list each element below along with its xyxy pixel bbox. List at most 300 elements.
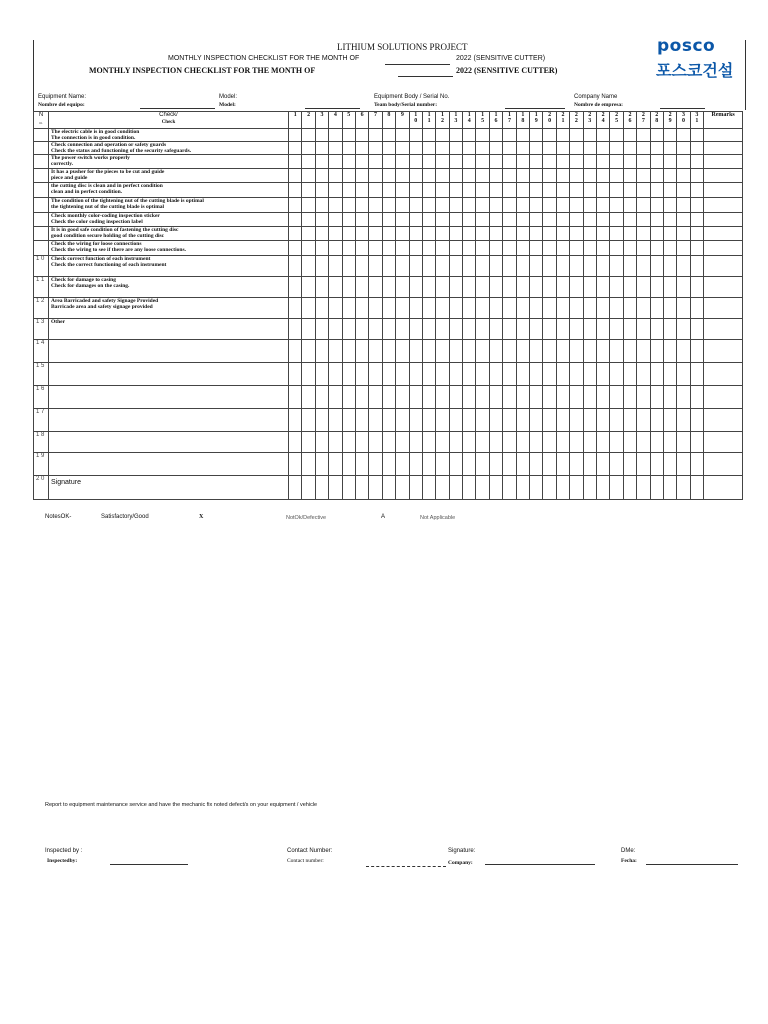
day-checkbox-cell[interactable] xyxy=(637,298,650,319)
day-checkbox-cell[interactable] xyxy=(329,298,342,319)
day-checkbox-cell[interactable] xyxy=(677,409,690,432)
day-checkbox-cell[interactable] xyxy=(302,241,315,256)
day-checkbox-cell[interactable] xyxy=(302,409,315,432)
day-checkbox-cell[interactable] xyxy=(449,183,462,198)
day-checkbox-cell[interactable] xyxy=(596,169,609,183)
day-checkbox-cell[interactable] xyxy=(516,409,529,432)
day-checkbox-cell[interactable] xyxy=(436,432,449,453)
day-checkbox-cell[interactable] xyxy=(329,476,342,500)
day-checkbox-cell[interactable] xyxy=(355,198,368,213)
day-checkbox-cell[interactable] xyxy=(503,129,516,142)
day-checkbox-cell[interactable] xyxy=(610,476,623,500)
day-checkbox-cell[interactable] xyxy=(396,409,409,432)
day-checkbox-cell[interactable] xyxy=(637,129,650,142)
remarks-cell[interactable] xyxy=(704,476,743,500)
day-checkbox-cell[interactable] xyxy=(396,155,409,169)
day-checkbox-cell[interactable] xyxy=(663,363,676,386)
day-checkbox-cell[interactable] xyxy=(650,453,663,476)
day-checkbox-cell[interactable] xyxy=(369,409,382,432)
remarks-cell[interactable] xyxy=(704,432,743,453)
day-checkbox-cell[interactable] xyxy=(355,241,368,256)
day-checkbox-cell[interactable] xyxy=(503,340,516,363)
day-checkbox-cell[interactable] xyxy=(449,386,462,409)
day-checkbox-cell[interactable] xyxy=(369,198,382,213)
day-checkbox-cell[interactable] xyxy=(583,363,596,386)
day-checkbox-cell[interactable] xyxy=(396,319,409,340)
day-checkbox-cell[interactable] xyxy=(677,169,690,183)
day-checkbox-cell[interactable] xyxy=(610,198,623,213)
day-checkbox-cell[interactable] xyxy=(556,169,569,183)
day-checkbox-cell[interactable] xyxy=(516,241,529,256)
day-checkbox-cell[interactable] xyxy=(690,213,703,227)
day-checkbox-cell[interactable] xyxy=(583,213,596,227)
day-checkbox-cell[interactable] xyxy=(382,453,395,476)
remarks-cell[interactable] xyxy=(704,319,743,340)
day-checkbox-cell[interactable] xyxy=(489,319,502,340)
day-checkbox-cell[interactable] xyxy=(489,183,502,198)
day-checkbox-cell[interactable] xyxy=(677,298,690,319)
day-checkbox-cell[interactable] xyxy=(556,409,569,432)
day-checkbox-cell[interactable] xyxy=(342,363,355,386)
day-checkbox-cell[interactable] xyxy=(543,409,556,432)
day-checkbox-cell[interactable] xyxy=(302,142,315,155)
day-checkbox-cell[interactable] xyxy=(355,129,368,142)
day-checkbox-cell[interactable] xyxy=(329,319,342,340)
day-checkbox-cell[interactable] xyxy=(463,363,476,386)
day-checkbox-cell[interactable] xyxy=(355,409,368,432)
day-checkbox-cell[interactable] xyxy=(329,142,342,155)
day-checkbox-cell[interactable] xyxy=(596,155,609,169)
day-checkbox-cell[interactable] xyxy=(342,155,355,169)
day-checkbox-cell[interactable] xyxy=(570,319,583,340)
day-checkbox-cell[interactable] xyxy=(489,241,502,256)
day-checkbox-cell[interactable] xyxy=(583,386,596,409)
day-checkbox-cell[interactable] xyxy=(610,183,623,198)
day-checkbox-cell[interactable] xyxy=(677,155,690,169)
day-checkbox-cell[interactable] xyxy=(289,227,302,241)
day-checkbox-cell[interactable] xyxy=(302,169,315,183)
day-checkbox-cell[interactable] xyxy=(382,256,395,277)
day-checkbox-cell[interactable] xyxy=(677,129,690,142)
day-checkbox-cell[interactable] xyxy=(422,453,435,476)
day-checkbox-cell[interactable] xyxy=(543,198,556,213)
day-checkbox-cell[interactable] xyxy=(637,198,650,213)
day-checkbox-cell[interactable] xyxy=(663,340,676,363)
day-checkbox-cell[interactable] xyxy=(289,213,302,227)
day-checkbox-cell[interactable] xyxy=(422,227,435,241)
day-checkbox-cell[interactable] xyxy=(650,142,663,155)
day-checkbox-cell[interactable] xyxy=(596,213,609,227)
day-checkbox-cell[interactable] xyxy=(489,142,502,155)
day-checkbox-cell[interactable] xyxy=(623,129,636,142)
day-checkbox-cell[interactable] xyxy=(289,169,302,183)
day-checkbox-cell[interactable] xyxy=(583,198,596,213)
day-checkbox-cell[interactable] xyxy=(570,241,583,256)
day-checkbox-cell[interactable] xyxy=(382,183,395,198)
day-checkbox-cell[interactable] xyxy=(583,169,596,183)
day-checkbox-cell[interactable] xyxy=(596,256,609,277)
day-checkbox-cell[interactable] xyxy=(530,476,543,500)
remarks-cell[interactable] xyxy=(704,409,743,432)
day-checkbox-cell[interactable] xyxy=(436,183,449,198)
day-checkbox-cell[interactable] xyxy=(382,129,395,142)
day-checkbox-cell[interactable] xyxy=(556,183,569,198)
day-checkbox-cell[interactable] xyxy=(556,277,569,298)
day-checkbox-cell[interactable] xyxy=(369,227,382,241)
day-checkbox-cell[interactable] xyxy=(690,227,703,241)
day-checkbox-cell[interactable] xyxy=(570,256,583,277)
day-checkbox-cell[interactable] xyxy=(476,183,489,198)
day-checkbox-cell[interactable] xyxy=(315,169,328,183)
day-checkbox-cell[interactable] xyxy=(637,241,650,256)
day-checkbox-cell[interactable] xyxy=(570,386,583,409)
day-checkbox-cell[interactable] xyxy=(342,277,355,298)
day-checkbox-cell[interactable] xyxy=(342,256,355,277)
day-checkbox-cell[interactable] xyxy=(342,386,355,409)
day-checkbox-cell[interactable] xyxy=(476,319,489,340)
day-checkbox-cell[interactable] xyxy=(289,453,302,476)
day-checkbox-cell[interactable] xyxy=(382,169,395,183)
day-checkbox-cell[interactable] xyxy=(570,183,583,198)
day-checkbox-cell[interactable] xyxy=(516,363,529,386)
day-checkbox-cell[interactable] xyxy=(530,340,543,363)
day-checkbox-cell[interactable] xyxy=(583,256,596,277)
day-checkbox-cell[interactable] xyxy=(436,363,449,386)
day-checkbox-cell[interactable] xyxy=(329,453,342,476)
day-checkbox-cell[interactable] xyxy=(556,476,569,500)
day-checkbox-cell[interactable] xyxy=(369,155,382,169)
day-checkbox-cell[interactable] xyxy=(650,241,663,256)
day-checkbox-cell[interactable] xyxy=(503,298,516,319)
day-checkbox-cell[interactable] xyxy=(637,256,650,277)
day-checkbox-cell[interactable] xyxy=(530,155,543,169)
day-checkbox-cell[interactable] xyxy=(516,319,529,340)
day-checkbox-cell[interactable] xyxy=(476,386,489,409)
day-checkbox-cell[interactable] xyxy=(570,453,583,476)
remarks-cell[interactable] xyxy=(704,363,743,386)
day-checkbox-cell[interactable] xyxy=(623,432,636,453)
day-checkbox-cell[interactable] xyxy=(530,142,543,155)
day-checkbox-cell[interactable] xyxy=(543,213,556,227)
day-checkbox-cell[interactable] xyxy=(449,432,462,453)
day-checkbox-cell[interactable] xyxy=(583,298,596,319)
day-checkbox-cell[interactable] xyxy=(302,198,315,213)
day-checkbox-cell[interactable] xyxy=(342,227,355,241)
day-checkbox-cell[interactable] xyxy=(449,340,462,363)
day-checkbox-cell[interactable] xyxy=(650,277,663,298)
day-checkbox-cell[interactable] xyxy=(436,213,449,227)
day-checkbox-cell[interactable] xyxy=(543,363,556,386)
day-checkbox-cell[interactable] xyxy=(690,409,703,432)
day-checkbox-cell[interactable] xyxy=(422,169,435,183)
day-checkbox-cell[interactable] xyxy=(530,227,543,241)
day-checkbox-cell[interactable] xyxy=(583,409,596,432)
day-checkbox-cell[interactable] xyxy=(476,142,489,155)
day-checkbox-cell[interactable] xyxy=(463,453,476,476)
day-checkbox-cell[interactable] xyxy=(650,227,663,241)
day-checkbox-cell[interactable] xyxy=(556,241,569,256)
day-checkbox-cell[interactable] xyxy=(422,476,435,500)
day-checkbox-cell[interactable] xyxy=(596,409,609,432)
day-checkbox-cell[interactable] xyxy=(570,277,583,298)
day-checkbox-cell[interactable] xyxy=(677,432,690,453)
day-checkbox-cell[interactable] xyxy=(396,227,409,241)
day-checkbox-cell[interactable] xyxy=(342,129,355,142)
day-checkbox-cell[interactable] xyxy=(449,241,462,256)
day-checkbox-cell[interactable] xyxy=(556,453,569,476)
day-checkbox-cell[interactable] xyxy=(436,227,449,241)
day-checkbox-cell[interactable] xyxy=(489,476,502,500)
day-checkbox-cell[interactable] xyxy=(476,363,489,386)
day-checkbox-cell[interactable] xyxy=(476,198,489,213)
day-checkbox-cell[interactable] xyxy=(315,409,328,432)
day-checkbox-cell[interactable] xyxy=(476,155,489,169)
day-checkbox-cell[interactable] xyxy=(422,198,435,213)
day-checkbox-cell[interactable] xyxy=(623,363,636,386)
day-checkbox-cell[interactable] xyxy=(449,476,462,500)
day-checkbox-cell[interactable] xyxy=(396,183,409,198)
remarks-cell[interactable] xyxy=(704,142,743,155)
day-checkbox-cell[interactable] xyxy=(342,298,355,319)
day-checkbox-cell[interactable] xyxy=(530,256,543,277)
day-checkbox-cell[interactable] xyxy=(663,241,676,256)
day-checkbox-cell[interactable] xyxy=(476,453,489,476)
day-checkbox-cell[interactable] xyxy=(690,155,703,169)
day-checkbox-cell[interactable] xyxy=(623,213,636,227)
day-checkbox-cell[interactable] xyxy=(315,340,328,363)
day-checkbox-cell[interactable] xyxy=(436,241,449,256)
day-checkbox-cell[interactable] xyxy=(476,169,489,183)
day-checkbox-cell[interactable] xyxy=(503,453,516,476)
day-checkbox-cell[interactable] xyxy=(623,241,636,256)
day-checkbox-cell[interactable] xyxy=(369,453,382,476)
day-checkbox-cell[interactable] xyxy=(690,241,703,256)
day-checkbox-cell[interactable] xyxy=(436,277,449,298)
day-checkbox-cell[interactable] xyxy=(596,183,609,198)
day-checkbox-cell[interactable] xyxy=(289,277,302,298)
day-checkbox-cell[interactable] xyxy=(355,155,368,169)
day-checkbox-cell[interactable] xyxy=(396,142,409,155)
day-checkbox-cell[interactable] xyxy=(623,155,636,169)
day-checkbox-cell[interactable] xyxy=(516,340,529,363)
remarks-cell[interactable] xyxy=(704,155,743,169)
day-checkbox-cell[interactable] xyxy=(476,256,489,277)
day-checkbox-cell[interactable] xyxy=(355,256,368,277)
day-checkbox-cell[interactable] xyxy=(489,256,502,277)
day-checkbox-cell[interactable] xyxy=(583,183,596,198)
day-checkbox-cell[interactable] xyxy=(503,198,516,213)
day-checkbox-cell[interactable] xyxy=(583,142,596,155)
day-checkbox-cell[interactable] xyxy=(302,386,315,409)
day-checkbox-cell[interactable] xyxy=(369,213,382,227)
day-checkbox-cell[interactable] xyxy=(422,277,435,298)
day-checkbox-cell[interactable] xyxy=(449,453,462,476)
day-checkbox-cell[interactable] xyxy=(610,129,623,142)
day-checkbox-cell[interactable] xyxy=(382,298,395,319)
day-checkbox-cell[interactable] xyxy=(396,386,409,409)
day-checkbox-cell[interactable] xyxy=(610,277,623,298)
day-checkbox-cell[interactable] xyxy=(663,183,676,198)
day-checkbox-cell[interactable] xyxy=(596,129,609,142)
day-checkbox-cell[interactable] xyxy=(463,319,476,340)
day-checkbox-cell[interactable] xyxy=(489,277,502,298)
day-checkbox-cell[interactable] xyxy=(690,169,703,183)
day-checkbox-cell[interactable] xyxy=(289,183,302,198)
day-checkbox-cell[interactable] xyxy=(663,142,676,155)
day-checkbox-cell[interactable] xyxy=(677,319,690,340)
day-checkbox-cell[interactable] xyxy=(355,432,368,453)
day-checkbox-cell[interactable] xyxy=(503,363,516,386)
day-checkbox-cell[interactable] xyxy=(315,453,328,476)
day-checkbox-cell[interactable] xyxy=(436,319,449,340)
day-checkbox-cell[interactable] xyxy=(463,155,476,169)
day-checkbox-cell[interactable] xyxy=(650,386,663,409)
day-checkbox-cell[interactable] xyxy=(302,213,315,227)
day-checkbox-cell[interactable] xyxy=(355,476,368,500)
day-checkbox-cell[interactable] xyxy=(409,256,422,277)
day-checkbox-cell[interactable] xyxy=(623,409,636,432)
day-checkbox-cell[interactable] xyxy=(516,183,529,198)
day-checkbox-cell[interactable] xyxy=(610,409,623,432)
day-checkbox-cell[interactable] xyxy=(422,319,435,340)
day-checkbox-cell[interactable] xyxy=(650,363,663,386)
day-checkbox-cell[interactable] xyxy=(476,409,489,432)
day-checkbox-cell[interactable] xyxy=(650,169,663,183)
day-checkbox-cell[interactable] xyxy=(623,453,636,476)
day-checkbox-cell[interactable] xyxy=(690,340,703,363)
day-checkbox-cell[interactable] xyxy=(409,277,422,298)
day-checkbox-cell[interactable] xyxy=(382,213,395,227)
day-checkbox-cell[interactable] xyxy=(489,363,502,386)
day-checkbox-cell[interactable] xyxy=(369,363,382,386)
day-checkbox-cell[interactable] xyxy=(422,183,435,198)
day-checkbox-cell[interactable] xyxy=(342,169,355,183)
day-checkbox-cell[interactable] xyxy=(623,319,636,340)
day-checkbox-cell[interactable] xyxy=(329,277,342,298)
day-checkbox-cell[interactable] xyxy=(637,363,650,386)
day-checkbox-cell[interactable] xyxy=(637,183,650,198)
day-checkbox-cell[interactable] xyxy=(476,432,489,453)
day-checkbox-cell[interactable] xyxy=(382,386,395,409)
day-checkbox-cell[interactable] xyxy=(596,453,609,476)
day-checkbox-cell[interactable] xyxy=(663,319,676,340)
day-checkbox-cell[interactable] xyxy=(516,256,529,277)
day-checkbox-cell[interactable] xyxy=(610,227,623,241)
day-checkbox-cell[interactable] xyxy=(449,129,462,142)
day-checkbox-cell[interactable] xyxy=(396,277,409,298)
remarks-cell[interactable] xyxy=(704,198,743,213)
day-checkbox-cell[interactable] xyxy=(463,129,476,142)
day-checkbox-cell[interactable] xyxy=(637,213,650,227)
day-checkbox-cell[interactable] xyxy=(610,386,623,409)
day-checkbox-cell[interactable] xyxy=(663,198,676,213)
day-checkbox-cell[interactable] xyxy=(663,298,676,319)
day-checkbox-cell[interactable] xyxy=(409,432,422,453)
day-checkbox-cell[interactable] xyxy=(409,453,422,476)
day-checkbox-cell[interactable] xyxy=(409,386,422,409)
day-checkbox-cell[interactable] xyxy=(355,386,368,409)
day-checkbox-cell[interactable] xyxy=(556,298,569,319)
day-checkbox-cell[interactable] xyxy=(690,183,703,198)
day-checkbox-cell[interactable] xyxy=(396,432,409,453)
day-checkbox-cell[interactable] xyxy=(543,155,556,169)
day-checkbox-cell[interactable] xyxy=(543,169,556,183)
day-checkbox-cell[interactable] xyxy=(677,386,690,409)
remarks-cell[interactable] xyxy=(704,169,743,183)
day-checkbox-cell[interactable] xyxy=(463,169,476,183)
day-checkbox-cell[interactable] xyxy=(436,340,449,363)
day-checkbox-cell[interactable] xyxy=(289,298,302,319)
day-checkbox-cell[interactable] xyxy=(503,319,516,340)
day-checkbox-cell[interactable] xyxy=(409,476,422,500)
day-checkbox-cell[interactable] xyxy=(342,340,355,363)
day-checkbox-cell[interactable] xyxy=(637,277,650,298)
day-checkbox-cell[interactable] xyxy=(396,476,409,500)
day-checkbox-cell[interactable] xyxy=(382,363,395,386)
day-checkbox-cell[interactable] xyxy=(610,155,623,169)
day-checkbox-cell[interactable] xyxy=(610,241,623,256)
day-checkbox-cell[interactable] xyxy=(449,198,462,213)
day-checkbox-cell[interactable] xyxy=(396,169,409,183)
day-checkbox-cell[interactable] xyxy=(449,256,462,277)
day-checkbox-cell[interactable] xyxy=(315,319,328,340)
day-checkbox-cell[interactable] xyxy=(637,476,650,500)
day-checkbox-cell[interactable] xyxy=(449,169,462,183)
day-checkbox-cell[interactable] xyxy=(596,298,609,319)
day-checkbox-cell[interactable] xyxy=(690,363,703,386)
day-checkbox-cell[interactable] xyxy=(329,227,342,241)
day-checkbox-cell[interactable] xyxy=(583,227,596,241)
day-checkbox-cell[interactable] xyxy=(623,227,636,241)
day-checkbox-cell[interactable] xyxy=(503,386,516,409)
day-checkbox-cell[interactable] xyxy=(596,241,609,256)
day-checkbox-cell[interactable] xyxy=(436,169,449,183)
day-checkbox-cell[interactable] xyxy=(663,453,676,476)
day-checkbox-cell[interactable] xyxy=(315,432,328,453)
day-checkbox-cell[interactable] xyxy=(489,155,502,169)
day-checkbox-cell[interactable] xyxy=(530,213,543,227)
day-checkbox-cell[interactable] xyxy=(543,277,556,298)
day-checkbox-cell[interactable] xyxy=(329,213,342,227)
day-checkbox-cell[interactable] xyxy=(543,340,556,363)
day-checkbox-cell[interactable] xyxy=(476,213,489,227)
day-checkbox-cell[interactable] xyxy=(623,476,636,500)
day-checkbox-cell[interactable] xyxy=(369,169,382,183)
day-checkbox-cell[interactable] xyxy=(289,241,302,256)
day-checkbox-cell[interactable] xyxy=(570,340,583,363)
day-checkbox-cell[interactable] xyxy=(503,432,516,453)
remarks-cell[interactable] xyxy=(704,277,743,298)
day-checkbox-cell[interactable] xyxy=(530,198,543,213)
day-checkbox-cell[interactable] xyxy=(409,298,422,319)
day-checkbox-cell[interactable] xyxy=(396,256,409,277)
day-checkbox-cell[interactable] xyxy=(570,476,583,500)
day-checkbox-cell[interactable] xyxy=(436,409,449,432)
day-checkbox-cell[interactable] xyxy=(396,453,409,476)
day-checkbox-cell[interactable] xyxy=(463,386,476,409)
day-checkbox-cell[interactable] xyxy=(396,298,409,319)
day-checkbox-cell[interactable] xyxy=(382,277,395,298)
day-checkbox-cell[interactable] xyxy=(543,432,556,453)
day-checkbox-cell[interactable] xyxy=(663,169,676,183)
day-checkbox-cell[interactable] xyxy=(409,363,422,386)
day-checkbox-cell[interactable] xyxy=(530,453,543,476)
day-checkbox-cell[interactable] xyxy=(302,476,315,500)
day-checkbox-cell[interactable] xyxy=(503,183,516,198)
day-checkbox-cell[interactable] xyxy=(409,169,422,183)
day-checkbox-cell[interactable] xyxy=(369,183,382,198)
day-checkbox-cell[interactable] xyxy=(690,142,703,155)
